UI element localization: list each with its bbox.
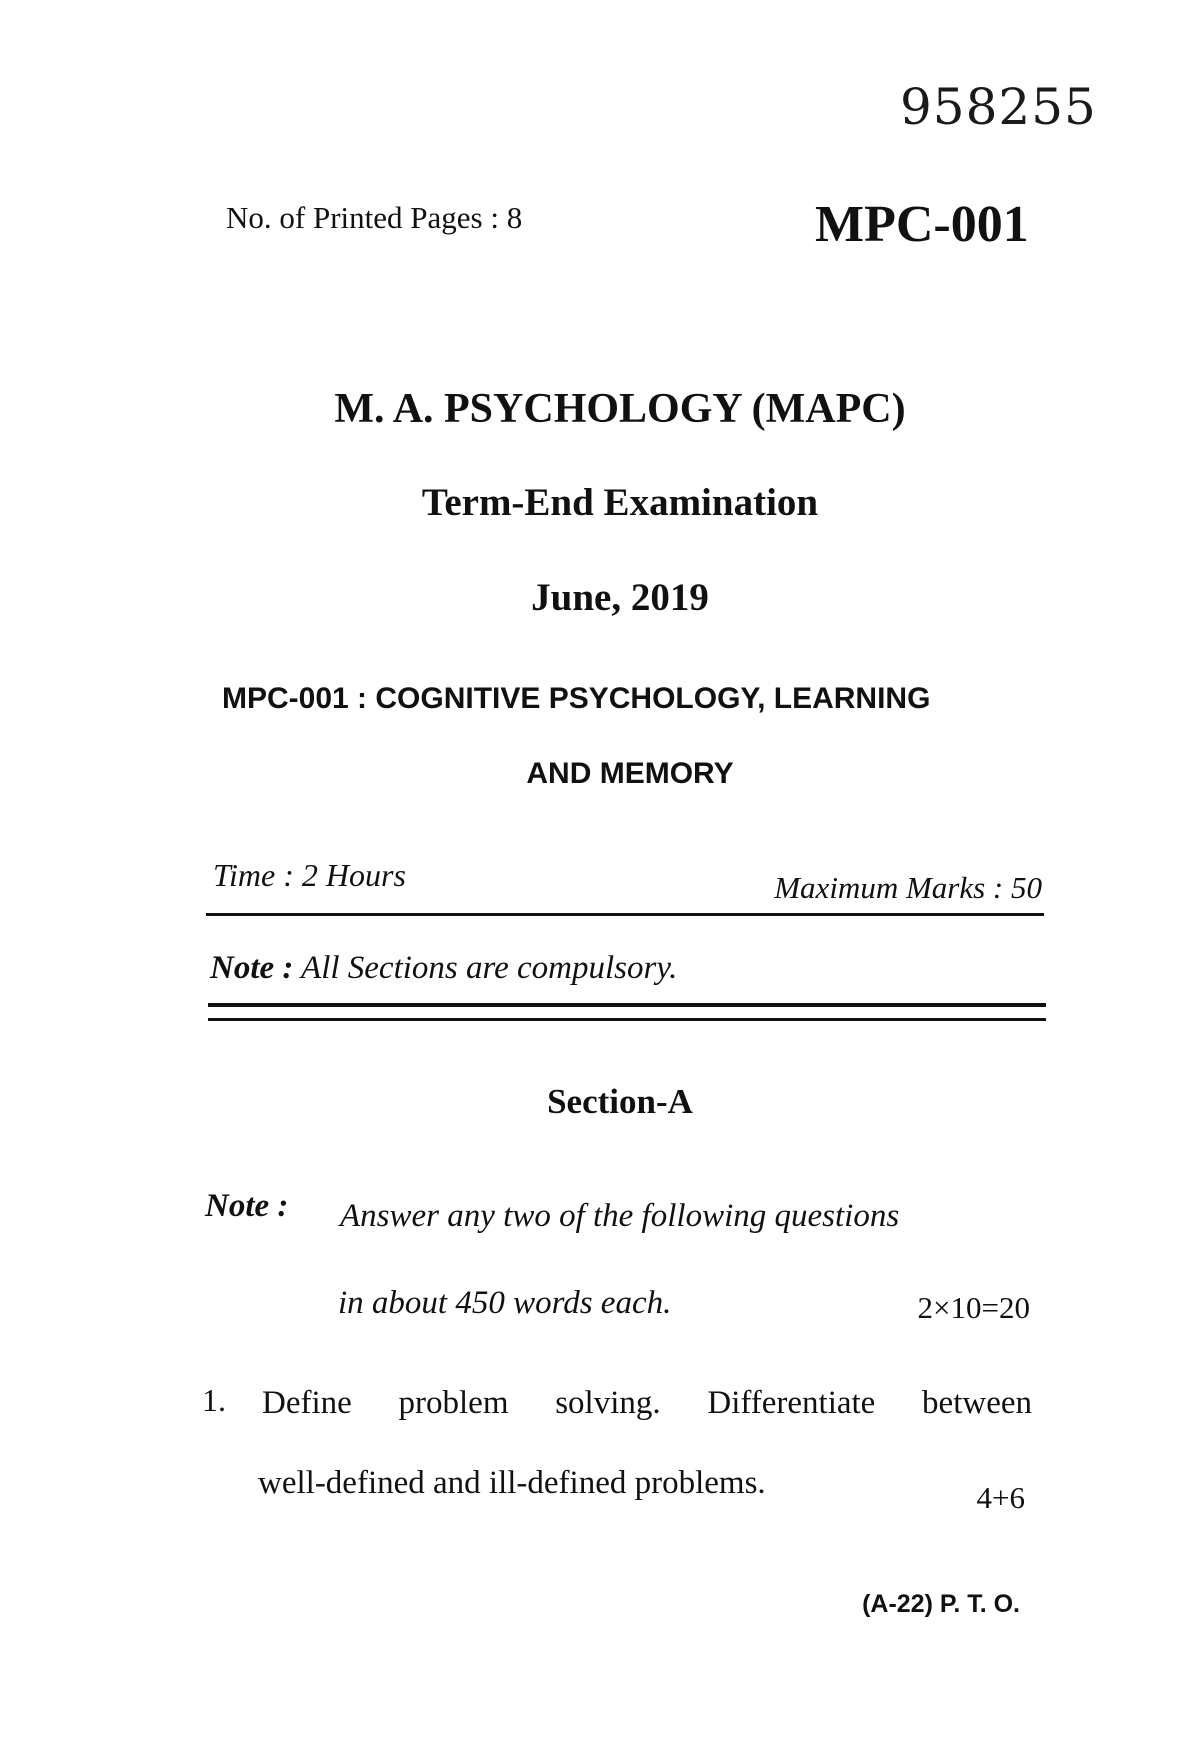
section-heading: Section-A <box>547 1082 693 1121</box>
general-note-label: Note : <box>210 950 294 986</box>
double-divider-bottom <box>208 1018 1046 1021</box>
question-text-line2: well-defined and ill-defined problems. <box>258 1465 766 1501</box>
question-marks: 4+6 <box>976 1480 1025 1515</box>
divider-rule <box>206 913 1044 916</box>
section-note-label: Note : <box>205 1188 289 1224</box>
maximum-marks: Maximum Marks : 50 <box>774 870 1042 905</box>
section-note-line1: Answer any two of the following questions <box>340 1198 900 1234</box>
programme-title: M. A. PSYCHOLOGY (MAPC) <box>334 386 906 432</box>
exam-duration: Time : 2 Hours <box>213 857 406 893</box>
paper-title-line2: AND MEMORY <box>526 757 734 790</box>
exam-date: June, 2019 <box>531 576 709 619</box>
section-note-line2: in about 450 words each. <box>338 1285 672 1321</box>
printed-pages-count: No. of Printed Pages : 8 <box>226 200 523 235</box>
paper-title-line1: MPC-001 : COGNITIVE PSYCHOLOGY, LEARNING <box>222 682 931 715</box>
course-code: MPC-001 <box>815 196 1029 253</box>
question-number: 1. <box>202 1382 226 1418</box>
general-note-text: All Sections are compulsory. <box>293 950 678 986</box>
footer-page-code: (A-22) P. T. O. <box>862 1590 1020 1618</box>
exam-type: Term-End Examination <box>421 481 819 524</box>
double-divider-top <box>208 1003 1046 1007</box>
general-note <box>210 950 677 987</box>
section-marks: 2×10=20 <box>917 1290 1030 1325</box>
serial-number: 958255 <box>900 78 1097 136</box>
question-text-line1: Define problem solving. Differentiate between <box>262 1385 1032 1421</box>
